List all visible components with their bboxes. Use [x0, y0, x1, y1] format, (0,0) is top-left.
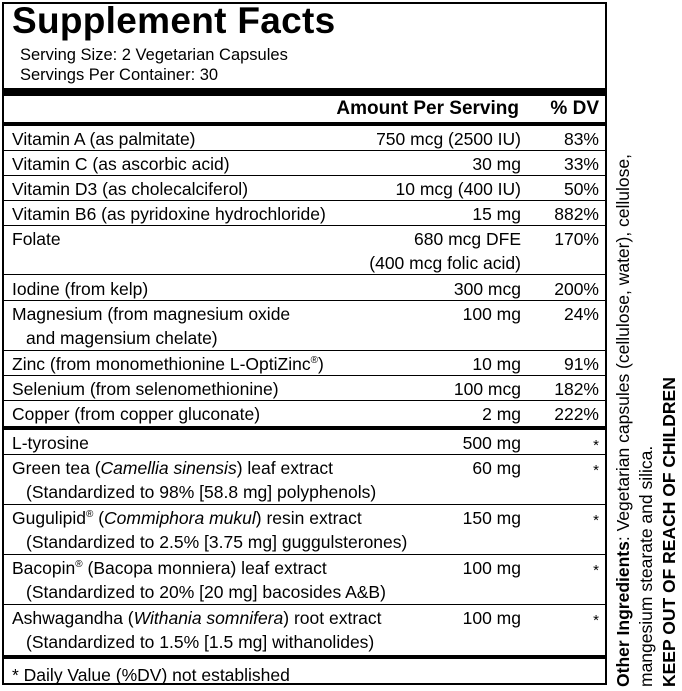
nutrient-row — [4, 201, 605, 226]
nutrient-row — [4, 401, 605, 426]
registered-mark: ® — [85, 509, 94, 521]
other-ingredients-block — [612, 4, 682, 687]
footnote-divider — [4, 655, 605, 659]
ingredient-standardization: (Standardized to 20% [20 mg] bacosides A&B) — [26, 582, 386, 602]
ingredient-name: Ashwagandha (Withania somnifera) root extract — [12, 608, 382, 628]
ingredient-name: Green tea (Camellia sinensis) leaf extract — [12, 458, 333, 478]
warning-text: KEEP OUT OF REACH OF CHILDREN — [659, 377, 679, 687]
nutrient-amount: 750 mcg (2500 IU) — [376, 129, 521, 149]
nutrient-amount: 30 mg — [472, 154, 521, 174]
ingredient-name: Gugulipid® (Commiphora mukul) resin extract — [12, 508, 362, 528]
ingredient-dv: * — [593, 437, 599, 454]
ingredient-row — [4, 505, 605, 555]
registered-mark: ® — [75, 559, 83, 571]
nutrient-dv: 200% — [554, 279, 599, 299]
nutrient-row — [4, 176, 605, 201]
nutrient-amount: 10 mg — [472, 354, 521, 374]
ingredient-amount: 500 mg — [462, 433, 521, 453]
nutrient-name: Zinc (from monomethionine L-OptiZinc®) — [12, 354, 324, 374]
ingredient-standardization: (Standardized to 2.5% [3.75 mg] guggulsterones) — [26, 532, 408, 552]
footnote: * Daily Value (%DV) not established — [12, 665, 290, 685]
panel-title: Supplement Facts — [12, 0, 336, 41]
other-ingredients-line-2: mangesium stearate and silica. — [636, 445, 656, 687]
nutrient-amount: 2 mg — [482, 404, 521, 424]
nutrient-amount: 100 mcg — [453, 379, 521, 399]
nutrient-name: Magnesium (from magnesium oxide — [12, 304, 291, 324]
nutrient-dv: 83% — [563, 129, 599, 149]
nutrient-amount: 300 mcg — [453, 279, 521, 299]
ingredient-dv: * — [593, 462, 599, 479]
ingredient-dv: * — [593, 562, 599, 579]
ingredient-amount: 100 mg — [462, 608, 521, 628]
nutrient-row — [4, 151, 605, 176]
servings-per-container: Servings Per Container: 30 — [20, 66, 219, 84]
nutrient-name-detail: and magensium chelate) — [26, 328, 218, 348]
nutrient-row — [4, 126, 605, 151]
nutrient-name: Copper (from copper gluconate) — [12, 404, 261, 424]
ingredient-amount: 100 mg — [462, 558, 521, 578]
nutrient-name: Vitamin D3 (as cholecalciferol) — [12, 179, 249, 199]
ingredient-dv: * — [593, 612, 599, 629]
nutrient-dv: 50% — [563, 179, 599, 199]
serving-size: Serving Size: 2 Vegetarian Capsules — [20, 46, 288, 64]
thick-divider — [4, 88, 605, 96]
ingredient-name: Bacopin® (Bacopa monniera) leaf extract — [12, 558, 327, 578]
other-ingredients-label: Other Ingredients — [613, 541, 633, 687]
nutrient-dv: 882% — [554, 204, 599, 224]
ingredient-standardization: (Standardized to 98% [58.8 mg] polyphenols) — [26, 482, 377, 502]
ingredient-amount: 150 mg — [462, 508, 521, 528]
nutrient-row — [4, 301, 605, 351]
ingredient-row — [4, 455, 605, 505]
ingredient-amount: 60 mg — [472, 458, 521, 478]
nutrient-dv: 170% — [554, 229, 599, 249]
ingredient-standardization: (Standardized to 1.5% [1.5 mg] withanolides) — [26, 632, 375, 652]
ingredient-row — [4, 605, 605, 655]
other-ingredients-line: Other Ingredients: Vegetarian capsules (cellulose, water), cellulose, — [613, 153, 633, 687]
ingredient-row — [4, 555, 605, 605]
nutrient-name: Selenium (from selenomethionine) — [12, 379, 279, 399]
nutrient-row — [4, 376, 605, 401]
nutrient-amount: 10 mcg (400 IU) — [395, 179, 521, 199]
registered-mark: ® — [310, 355, 318, 367]
nutrient-amount: 15 mg — [472, 204, 521, 224]
nutrient-dv: 182% — [554, 379, 599, 399]
nutrient-row — [4, 351, 605, 376]
ingredient-row — [4, 430, 605, 455]
nutrient-name: Vitamin C (as ascorbic acid) — [12, 154, 230, 174]
nutrient-name: Iodine (from kelp) — [12, 279, 149, 299]
nutrient-amount: 100 mg — [462, 304, 521, 324]
nutrient-name: Vitamin A (as palmitate) — [12, 129, 196, 149]
amount-per-serving-header: Amount Per Serving — [336, 98, 519, 119]
nutrient-dv: 33% — [563, 154, 599, 174]
nutrient-name: Folate — [12, 229, 61, 249]
nutrient-name: Vitamin B6 (as pyridoxine hydrochloride) — [12, 204, 326, 224]
nutrient-amount: 680 mcg DFE — [414, 229, 521, 249]
nutrient-row — [4, 226, 605, 275]
nutrient-amount-detail: (400 mcg folic acid) — [369, 253, 521, 273]
dv-header: % DV — [550, 98, 599, 119]
nutrient-dv: 222% — [554, 404, 599, 424]
nutrient-dv: 24% — [563, 304, 599, 324]
ingredient-dv: * — [593, 512, 599, 529]
nutrient-dv: 91% — [563, 354, 599, 374]
supplement-facts-panel — [2, 2, 607, 685]
nutrient-row — [4, 275, 605, 301]
ingredient-name: L-tyrosine — [12, 433, 89, 453]
